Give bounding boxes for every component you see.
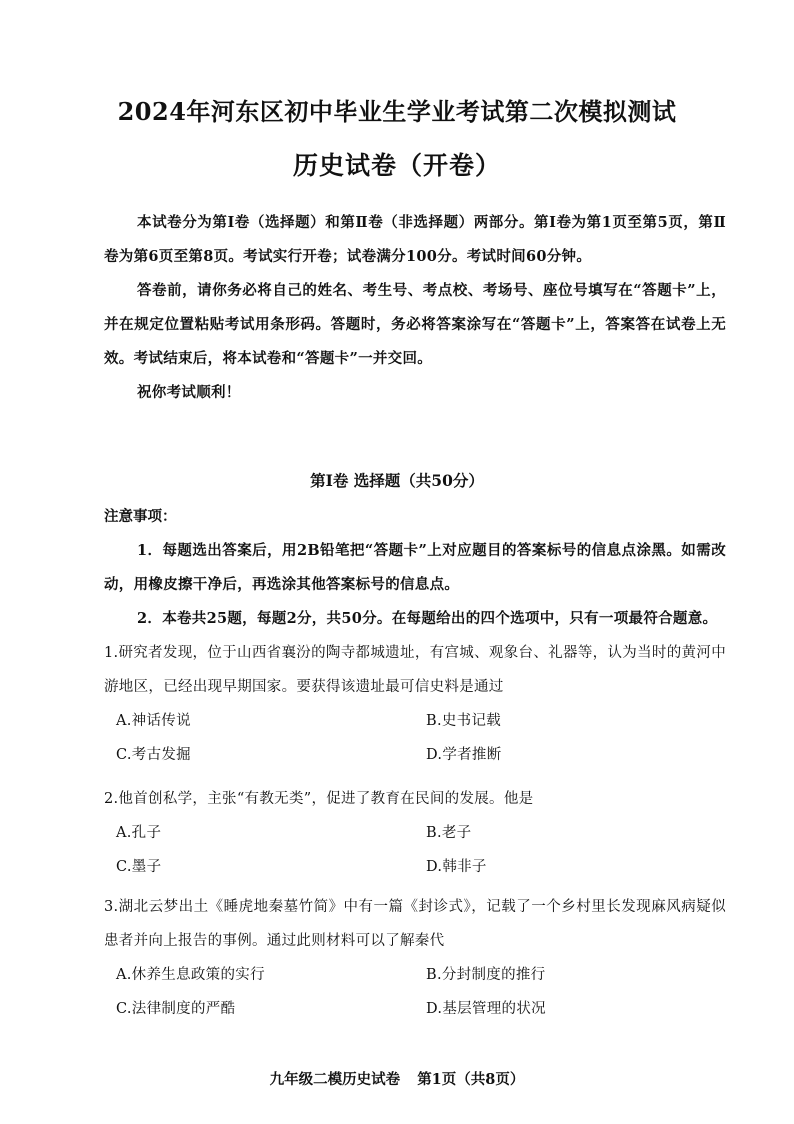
- good-luck-text: 祝你考试顺利！: [137, 384, 241, 401]
- option-a: A.孔子: [116, 825, 162, 841]
- note-item: 2．本卷共25题，每题2分，共50分。在每题给出的四个选项中，只有一项最符合题意。: [137, 610, 718, 627]
- notes: [104, 534, 726, 636]
- option-row: [104, 738, 726, 772]
- option-c: C.墨子: [116, 859, 162, 875]
- page-footer: [0, 1068, 794, 1089]
- footer-page-number: 第1页（共8页）: [417, 1071, 525, 1088]
- option-row: [104, 958, 726, 992]
- option-b: B.老子: [426, 825, 472, 841]
- option-b: B.史书记载: [426, 713, 502, 729]
- question-2: [104, 782, 726, 884]
- notes-label: 注意事项：: [104, 508, 177, 525]
- option-c: C.法律制度的严酷: [116, 1001, 236, 1017]
- instructions-paragraph: 本试卷分为第Ⅰ卷（选择题）和第Ⅱ卷（非选择题）两部分。第Ⅰ卷为第1页至第5页，第Ⅱ卷为第6页至第8页。考试实行开卷；试卷满分100分。考试时间60分钟。: [104, 214, 726, 265]
- option-row: [104, 850, 726, 884]
- exam-title: 2024年河东区初中毕业生学业考试第二次模拟测试: [117, 97, 677, 126]
- option-a: A.休养生息政策的实行: [116, 967, 265, 983]
- option-d: D.学者推断: [426, 747, 502, 763]
- option-b: B.分封制度的推行: [426, 967, 546, 983]
- question-stem: 2.他首创私学，主张“有教无类”，促进了教育在民间的发展。他是: [104, 791, 534, 807]
- instructions-paragraph: 答卷前，请你务必将自己的姓名、考生号、考点校、考场号、座位号填写在“答题卡”上，并在规定位置粘贴考试用条形码。答题时，务必将答案涂写在“答题卡”上，答案答在试卷上无效。考试结束后，将本试卷和“答题卡”一并交回。: [104, 282, 726, 367]
- exam-subtitle: 历史试卷（开卷）: [292, 151, 501, 180]
- footer-exam-name: 九年级二模历史试卷: [269, 1071, 401, 1088]
- question-stem: 3.湖北云梦出土《睡虎地秦墓竹简》中有一篇《封诊式》，记载了一个乡村里长发现麻风病疑似患者并向上报告的事例。通过此则材料可以了解秦代: [104, 899, 726, 949]
- option-d: D.基层管理的状况: [426, 1001, 546, 1017]
- option-a: A.神话传说: [116, 713, 191, 729]
- option-d: D.韩非子: [426, 859, 487, 875]
- option-row: [104, 992, 726, 1026]
- section-title: 第Ⅰ卷 选择题（共50分）: [310, 471, 484, 490]
- option-c: C.考古发掘: [116, 747, 191, 763]
- option-row: [104, 704, 726, 738]
- option-row: [104, 816, 726, 850]
- question-stem: 1.研究者发现，位于山西省襄汾的陶寺都城遗址，有宫城、观象台、礼器等，认为当时的黄河中游地区，已经出现早期国家。要获得该遗址最可信史料是通过: [104, 645, 726, 695]
- question-1: [104, 636, 726, 772]
- note-item: 1．每题选出答案后，用2B铅笔把“答题卡”上对应题目的答案标号的信息点涂黑。如需改动，用橡皮擦干净后，再选涂其他答案标号的信息点。: [104, 542, 726, 593]
- instructions: [104, 206, 726, 410]
- question-3: [104, 890, 726, 1026]
